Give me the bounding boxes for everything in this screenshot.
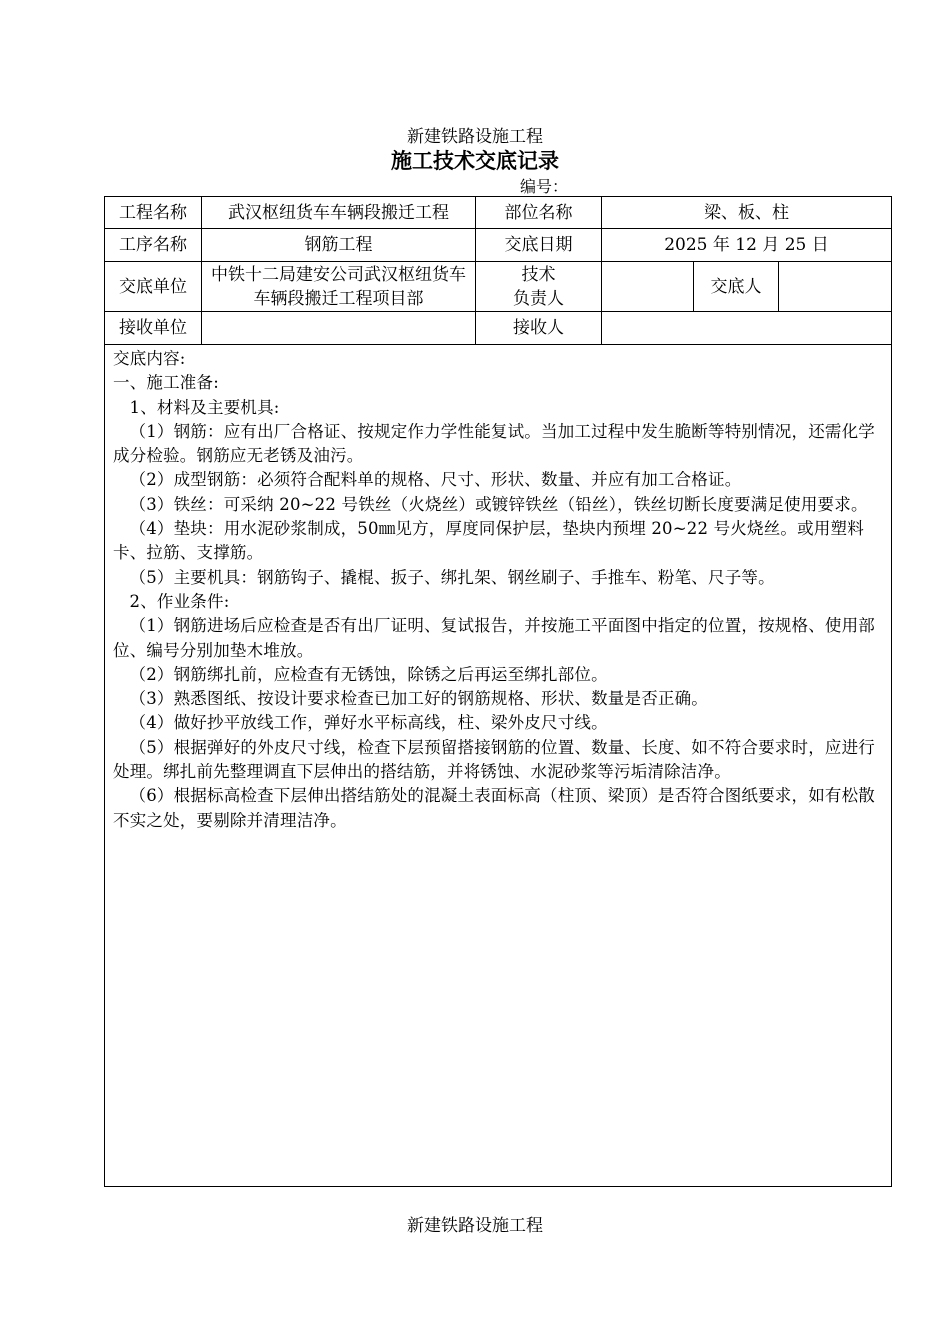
condition-4: （4）做好抄平放线工作，弹好水平标高线，柱、梁外皮尺寸线。 [129, 713, 608, 733]
condition-3: （3）熟悉图纸、按设计要求检查已加工好的钢筋规格、形状、数量是否正确。 [129, 689, 708, 709]
row-project [105, 197, 892, 229]
tech-lead-value [602, 262, 694, 312]
unit-value: 中铁十二局建安公司武汉枢纽货车车辆段搬迁工程项目部 [202, 262, 476, 312]
briefer-value [779, 262, 892, 312]
row-process [105, 229, 892, 262]
tech-lead-label [476, 262, 602, 312]
process-name-value: 钢筋工程 [202, 229, 476, 262]
receiver-unit-value [202, 312, 476, 345]
subsection-materials: 1、材料及主要机具: [129, 397, 280, 417]
section-preparation: 一、施工准备: [113, 373, 219, 393]
date-label: 交底日期 [476, 229, 602, 262]
condition-1: （1）钢筋进场后应检查是否有出厂证明、复试报告，并按施工平面图中指定的位置，按规格、使用部位、编号分别加垫木堆放。 [113, 616, 875, 660]
part-name-label: 部位名称 [476, 197, 602, 229]
content-heading: 交底内容: [113, 349, 186, 368]
subsection-conditions: 2、作业条件: [129, 591, 230, 611]
row-content [105, 345, 892, 1187]
receiver-unit-label: 接收单位 [105, 312, 202, 345]
tech-lead-label-line2: 负责人 [513, 288, 564, 309]
condition-5: （5）根据弹好的外皮尺寸线，检查下层预留搭接钢筋的位置、数量、长度、如不符合要求时，应进行处理。绑扎前先整理调直下层伸出的搭结筋，并将锈蚀、水泥砂浆等污垢清除洁净。 [113, 737, 875, 782]
process-name-label: 工序名称 [105, 229, 202, 262]
document-number-label: 编号： [520, 177, 569, 196]
header-top-title: 新建铁路设施工程 [407, 127, 543, 147]
date-value: 2025 年 12 月 25 日 [602, 229, 892, 262]
receiver-label: 接收人 [476, 312, 602, 345]
unit-label: 交底单位 [105, 262, 202, 312]
paragraph-wire: （3）铁丝：可采纳 20~22 号铁丝（火烧丝）或镀锌铁丝（铅丝），铁丝切断长度要满足使用要求。 [129, 494, 868, 514]
document-title: 施工技术交底记录 [391, 148, 559, 173]
project-name-value: 武汉枢纽货车车辆段搬迁工程 [202, 197, 476, 229]
paragraph-rebar: （1）钢筋：应有出厂合格证、按规定作力学性能复试。当加工过程中发生脆断等特别情况，还需化学成分检验。钢筋应无老锈及油污。 [113, 421, 875, 466]
footer-text: 新建铁路设施工程 [407, 1216, 543, 1236]
paragraph-spacer-block: （4）垫块：用水泥砂浆制成，50㎜见方，厚度同保护层，垫块内预埋 20~22 号火烧丝。或用塑料卡、拉筋、支撑筋。 [113, 519, 864, 563]
paragraph-formed-rebar: （2）成型钢筋：必须符合配料单的规格、尺寸、形状、数量、并应有加工合格证。 [129, 470, 742, 490]
briefing-content [105, 345, 892, 1187]
tech-lead-label-line1: 技术 [521, 264, 556, 285]
row-receiver [105, 312, 892, 345]
condition-2: （2）钢筋绑扎前，应检查有无锈蚀，除锈之后再运至绑扎部位。 [129, 664, 608, 684]
briefer-label: 交底人 [694, 262, 779, 312]
project-name-label: 工程名称 [105, 197, 202, 229]
condition-6: （6）根据标高检查下层伸出搭结筋处的混凝土表面标高（柱顶、梁顶）是否符合图纸要求，如有松散不实之处，要剔除并清理洁净。 [113, 786, 875, 830]
briefing-record-table [104, 196, 892, 1187]
row-unit [105, 262, 892, 312]
receiver-value [602, 312, 892, 345]
paragraph-tools: （5）主要机具：钢筋钩子、撬棍、扳子、绑扎架、钢丝刷子、手推车、粉笔、尺子等。 [129, 567, 775, 587]
part-name-value: 梁、板、柱 [602, 197, 892, 229]
